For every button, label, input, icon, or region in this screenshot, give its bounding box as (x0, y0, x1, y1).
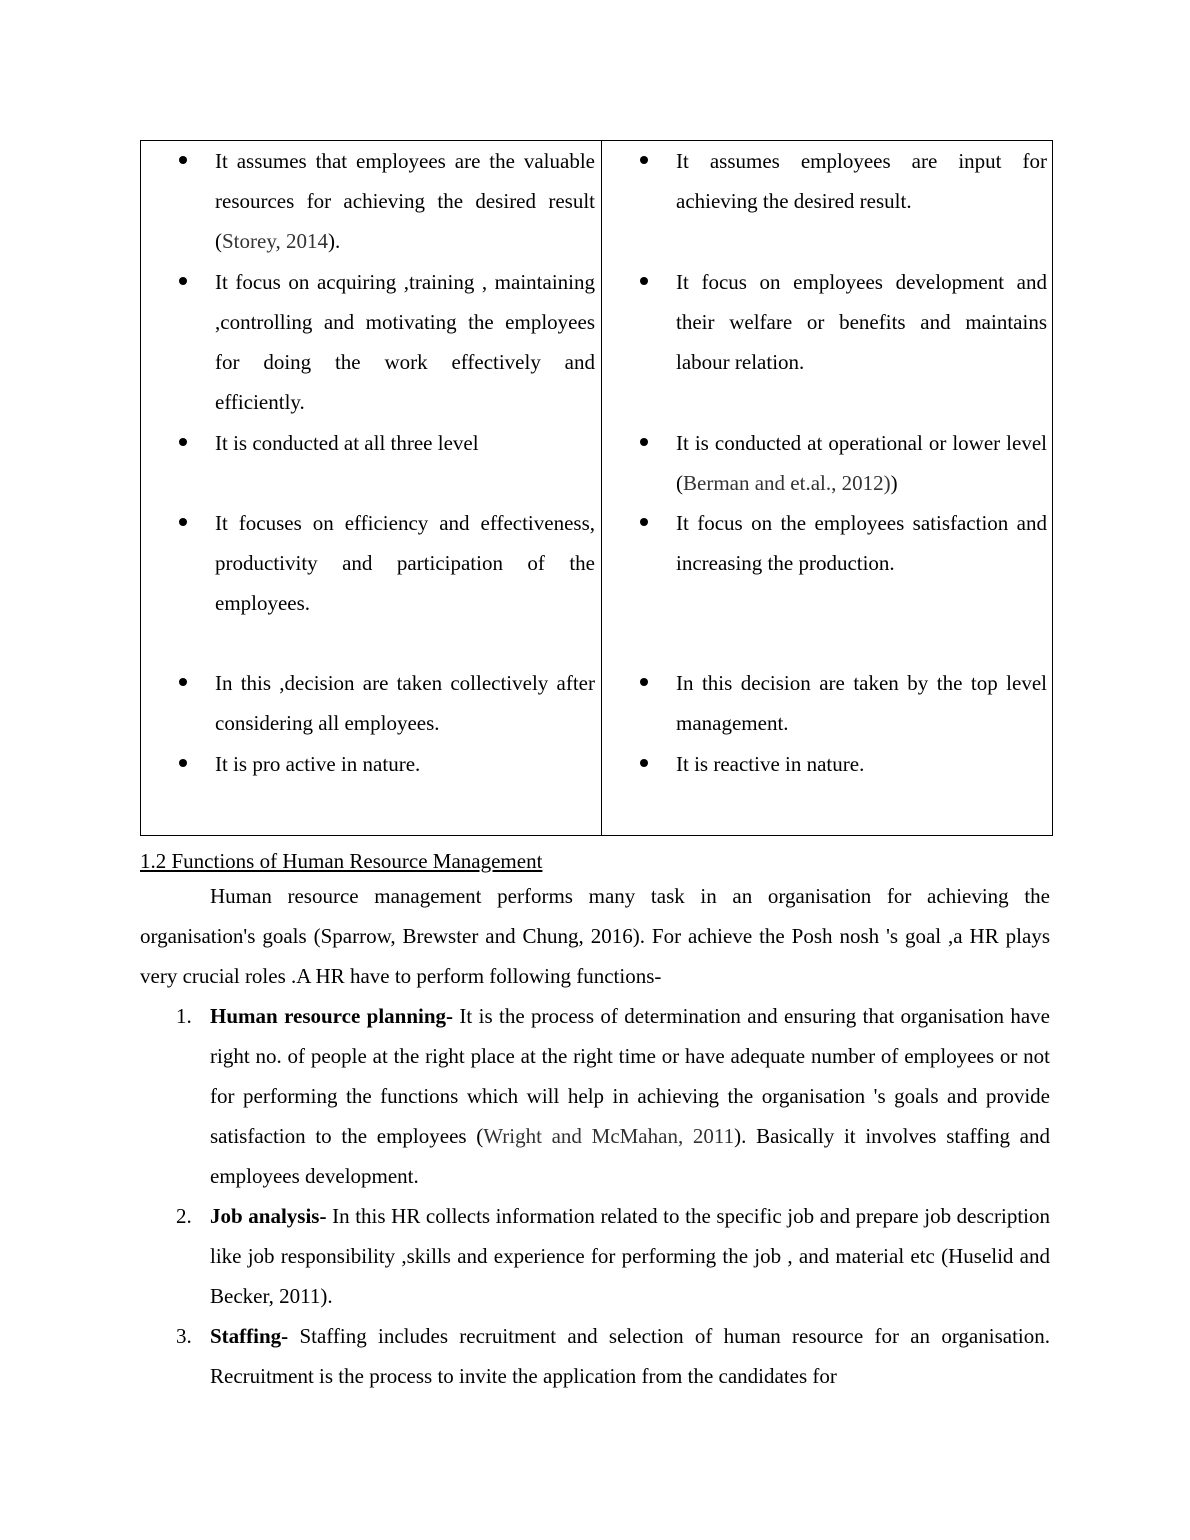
table-bullet: It focuses on efficiency and effectiveness, productivity and participation of the employees. (141, 503, 601, 623)
bullet-dot-icon (179, 759, 187, 767)
bullet-dot-icon (640, 438, 648, 446)
intro-paragraph: Human resource management performs many task in an organisation for achieving the organisation's goals (Sparrow, Brewster and Chung, 2016). For achieve the Posh nosh 's goal ,a HR plays very crucial roles .A HR have to perform following functions- (140, 884, 1050, 988)
table-bullet: It focus on the employees satisfaction and increasing the production. (602, 503, 1052, 583)
function-title: Human resource planning- (210, 1004, 454, 1028)
table-bullet: It assumes that employees are the valuable resources for achieving the desired result (Storey, 2014). (141, 141, 601, 261)
function-title: Staffing- (210, 1324, 289, 1348)
list-number: 2. (176, 1204, 192, 1228)
document-page (140, 140, 1050, 1396)
bullet-dot-icon (640, 277, 648, 285)
bullet-dot-icon (179, 277, 187, 285)
bullet-dot-icon (179, 518, 187, 526)
list-number: 3. (176, 1324, 192, 1348)
table-bullet: It is pro active in nature. (141, 744, 601, 784)
table-bullet: It is reactive in nature. (602, 744, 1052, 784)
list-item: 1. Human resource planning- It is the process of determination and ensuring that organisation have right no. of people at the right place at the right time or have adequate number of employees or not for performing the functions which will help in achieving the organisation 's goals and provide satisfaction to the employees (Wright and McMahan, 2011). Basically it involves staffing and employees development. (140, 996, 1050, 1196)
list-item: 2. Job analysis- In this HR collects information related to the specific job and prepare job description like job responsibility ,skills and experience for performing the job , and material etc (Huselid and Becker, 2011). (140, 1196, 1050, 1316)
table-bullet: In this decision are taken by the top level management. (602, 663, 1052, 743)
hrm-column (141, 141, 602, 836)
bullet-dot-icon (640, 156, 648, 164)
bullet-dot-icon (179, 678, 187, 686)
comparison-table (140, 140, 1053, 836)
list-item: 3. Staffing- Staffing includes recruitment and selection of human resource for an organisation. Recruitment is the process to invite the application from the candidates for (140, 1316, 1050, 1396)
table-bullet: In this ,decision are taken collectively after considering all employees. (141, 663, 601, 743)
table-bullet: It assumes employees are input for achieving the desired result. (602, 141, 1052, 221)
bullet-dot-icon (640, 518, 648, 526)
bullet-dot-icon (179, 438, 187, 446)
section-heading: 1.2 Functions of Human Resource Management (140, 849, 543, 873)
table-bullet: It focus on employees development and their welfare or benefits and maintains labour relation. (602, 262, 1052, 382)
function-title: Job analysis- (210, 1204, 327, 1228)
bullet-dot-icon (179, 156, 187, 164)
bullet-dot-icon (640, 678, 648, 686)
table-bullet: It focus on acquiring ,training , maintaining ,controlling and motivating the employees for doing the work effectively and efficiently. (141, 262, 601, 422)
table-bullet: It is conducted at operational or lower level (Berman and et.al., 2012)) (602, 423, 1052, 503)
table-bullet: It is conducted at all three level (141, 423, 601, 463)
list-number: 1. (176, 1004, 192, 1028)
functions-list (140, 996, 1050, 1396)
bullet-dot-icon (640, 759, 648, 767)
personnel-column (602, 141, 1053, 836)
